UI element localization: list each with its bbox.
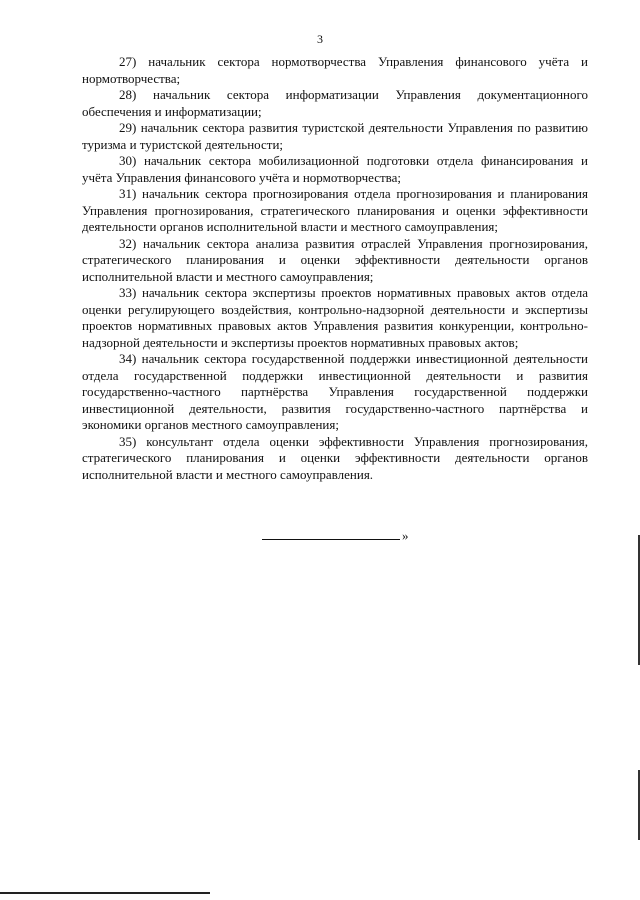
list-item: 27) начальник сектора нормотворчества Управления финансового учёта и нормотворчества; bbox=[82, 54, 588, 86]
list-item: 29) начальник сектора развития туристской деятельности Управления по развитию туризма и туристской деятельности; bbox=[82, 120, 588, 152]
scan-edge-bottom bbox=[0, 892, 210, 900]
list-item: 31) начальник сектора прогнозирования отдела прогнозирования и планирования Управления прогнозирования, стратегического планирования и оценки эффективности деятельности органов исполнительной власти и местного самоуправления; bbox=[82, 186, 588, 234]
document-body bbox=[82, 54, 588, 483]
page-number: 3 bbox=[317, 32, 323, 46]
list-item: 33) начальник сектора экспертизы проектов нормативных правовых актов отдела оценки регулирующего воздействия, контрольно-надзорной деятельности и экспертизы проектов нормативных правовых актов Управления развития конкуренции, контрольно-надзорной деятельности и экспертизы проектов нормативных правовых актов; bbox=[82, 285, 588, 350]
signature-rule bbox=[262, 539, 400, 540]
closing-quote: » bbox=[402, 528, 409, 543]
list-item: 32) начальник сектора анализа развития отраслей Управления прогнозирования, стратегического планирования и оценки эффективности деятельности органов исполнительной власти и местного самоуправления; bbox=[82, 235, 588, 284]
list-item: 35) консультант отдела оценки эффективности Управления прогнозирования, стратегического планирования и оценки эффективности деятельности органов исполнительной власти и местного самоуправления. bbox=[82, 433, 588, 482]
list-item: 30) начальник сектора мобилизационной подготовки отдела финансирования и учёта Управления финансового учёта и нормотворчества; bbox=[82, 153, 588, 185]
list-item: 34) начальник сектора государственной поддержки инвестиционной деятельности отдела государственной поддержки инвестиционной деятельности и развития государственно-частного партнёрства Управления государственной поддержки инвестиционной деятельности, развития государственно-частного партнёрства и экономики органов местного самоуправления; bbox=[82, 351, 588, 432]
list-item: 28) начальник сектора информатизации Управления документационного обеспечения и информатизации; bbox=[82, 87, 588, 119]
closing-line bbox=[262, 528, 409, 544]
